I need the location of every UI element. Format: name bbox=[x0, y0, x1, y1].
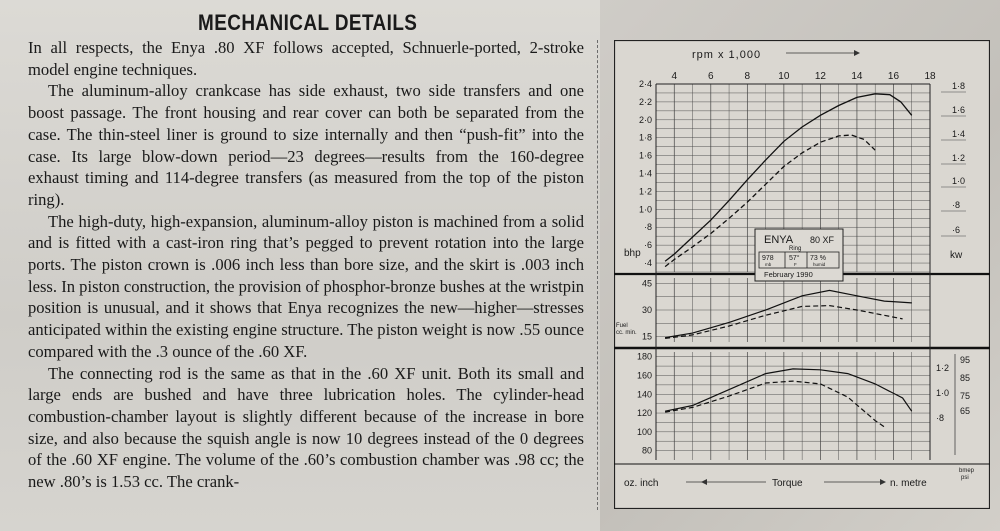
bmep-label-line1: bmep bbox=[959, 468, 975, 474]
bottom-axis-left: oz. inch bbox=[624, 478, 659, 489]
bmep-tick-label: 65 bbox=[960, 406, 971, 416]
x-tick-label: 12 bbox=[814, 71, 826, 82]
bhp-tick-label: 2·2 bbox=[638, 96, 652, 107]
nm-tick-label: 1·0 bbox=[936, 388, 950, 398]
chart-svg bbox=[614, 40, 990, 509]
info-box-date: February 1990 bbox=[764, 270, 813, 279]
kw-tick-label: ·6 bbox=[952, 225, 961, 235]
bmep-tick-label: 95 bbox=[960, 355, 971, 365]
bottom-axis-right: n. metre bbox=[890, 478, 927, 489]
fuel-tick-label: 30 bbox=[641, 305, 652, 315]
kw-label: kw bbox=[950, 250, 963, 261]
humidity-unit: humid bbox=[813, 262, 826, 267]
kw-tick-label: 1·8 bbox=[952, 81, 966, 91]
nm-tick-label: 1·2 bbox=[936, 363, 950, 373]
kw-tick-label: 1·4 bbox=[952, 129, 966, 139]
torque-tick-label: 120 bbox=[636, 408, 652, 419]
humidity-value: 73 % bbox=[810, 255, 826, 262]
engine-info-box bbox=[755, 229, 843, 281]
torque-tick-label: 160 bbox=[636, 370, 652, 381]
fuel-label-line1: Fuel bbox=[616, 323, 628, 329]
x-tick-label: 6 bbox=[708, 71, 714, 82]
bmep-label-line2: psi bbox=[961, 475, 969, 481]
info-box-title: ENYA bbox=[764, 234, 794, 246]
bhp-tick-label: 2·0 bbox=[638, 114, 652, 125]
bhp-tick-label: ·8 bbox=[643, 222, 652, 233]
x-tick-label: 18 bbox=[924, 71, 936, 82]
x-tick-label: 4 bbox=[671, 71, 678, 82]
bhp-tick-label: 1·0 bbox=[638, 204, 652, 215]
article-body bbox=[28, 37, 584, 493]
kw-tick-label: 1·6 bbox=[952, 105, 966, 115]
kw-tick-label: ·8 bbox=[952, 200, 961, 210]
fuel-tick-label: 45 bbox=[641, 278, 652, 289]
article-paragraph: In all respects, the Enya .80 XF follows accepted, Schnuerle-ported, 2-stroke model engine techniques. bbox=[28, 38, 584, 79]
bhp-tick-label: 1·6 bbox=[638, 150, 652, 161]
article-paragraph: The high-duty, high-expansion, aluminum-alloy piston is machined from a solid and is fitted with a cast-iron ring that’s pegged to prevent rotation into the large ports. The piston crown is .006 inch less than bore size, and the skirt is .003 inch less. In piston construction, the provision of phosphor-bronze bushes at the wristpin position is unusual, and it shows that Enya recognizes the new—higher—stresses anticipated within the existing engine structure. The piston weight is now .55 ounce compared with the .3 ounce of the .60 XF. bbox=[28, 211, 584, 361]
x-tick-label: 10 bbox=[778, 71, 790, 82]
temperature-unit: F bbox=[794, 262, 797, 267]
x-tick-label: 14 bbox=[851, 71, 863, 82]
pressure-unit: mb bbox=[765, 262, 772, 267]
x-axis-label: rpm x 1,000 bbox=[692, 49, 762, 61]
fuel-label-line2: cc. min. bbox=[616, 330, 637, 336]
bhp-tick-label: 1·4 bbox=[638, 168, 652, 179]
bottom-axis-center: Torque bbox=[772, 478, 803, 489]
nm-tick-label: ·8 bbox=[936, 413, 945, 423]
kw-tick-label: 1·0 bbox=[952, 176, 966, 186]
torque-tick-label: 180 bbox=[636, 351, 652, 362]
info-box-ring: Ring bbox=[789, 246, 802, 252]
column-divider bbox=[597, 40, 598, 510]
x-tick-label: 16 bbox=[887, 71, 900, 82]
bhp-tick-label: 1·8 bbox=[638, 132, 652, 143]
bhp-tick-label: ·4 bbox=[643, 258, 652, 269]
bhp-tick-label: 2·4 bbox=[638, 79, 652, 89]
bmep-tick-label: 85 bbox=[960, 373, 971, 383]
engine-performance-chart bbox=[614, 40, 990, 509]
temperature-value: 57° bbox=[789, 255, 800, 262]
bhp-tick-label: ·6 bbox=[643, 240, 652, 251]
bhp-label: bhp bbox=[624, 248, 641, 259]
torque-tick-label: 80 bbox=[641, 445, 652, 456]
info-box-model: 80 XF bbox=[810, 235, 835, 245]
article-paragraph: The connecting rod is the same as that in the .60 XF unit. Both its small and large ends are bushed and have three lubrication holes. The cylinder-head combustion-chamber layout is slightly different because of the increase in bore size, and also because the squish angle is now 10 degrees instead of the 0 degrees of the .60 XF engine. The volume of the .60’s combustion chamber was .98 cc; the new .80’s is 1.53 cc. The crank- bbox=[28, 363, 584, 492]
torque-tick-label: 140 bbox=[636, 389, 652, 400]
pressure-value: 978 bbox=[762, 255, 774, 262]
fuel-tick-label: 15 bbox=[641, 331, 652, 342]
article-heading: MECHANICAL DETAILS bbox=[198, 10, 418, 35]
torque-tick-label: 100 bbox=[636, 426, 652, 437]
kw-tick-label: 1·2 bbox=[952, 153, 966, 163]
bmep-tick-label: 75 bbox=[960, 391, 971, 401]
bhp-tick-label: 1·2 bbox=[638, 186, 652, 197]
article-paragraph: The aluminum-alloy crankcase has side exhaust, two side transfers and one boost passage. The front housing and rear cover can both be separated from the case. The thin-steel liner is ground to size internally and then “push-fit” into the case. Its large blow-down period—23 degrees—results from the 160-degree exhaust timing and 114-degree transfers (as measured from the top of the piston ring). bbox=[28, 81, 584, 209]
x-tick-label: 8 bbox=[744, 71, 751, 82]
